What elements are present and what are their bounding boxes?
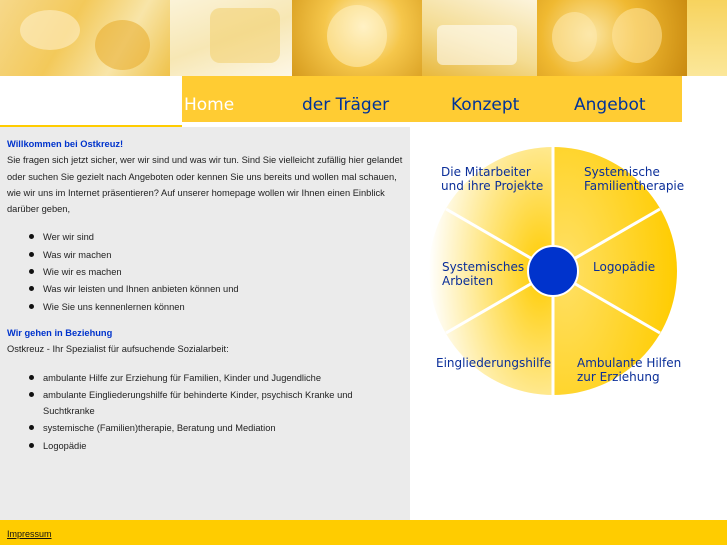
segment-ambulant[interactable]	[577, 356, 689, 384]
impressum-link[interactable]: Impressum	[7, 529, 52, 539]
segment-eingliederung-label: Eingliederungshilfe	[436, 356, 552, 370]
main-content	[0, 127, 410, 520]
list-item: ambulante Hilfe zur Erziehung für Familien, Kinder und Jugendliche	[29, 370, 403, 386]
header-photo-1	[0, 0, 170, 76]
header-photo-4	[422, 0, 537, 76]
header-photo-5	[537, 0, 687, 76]
list-item: Logopädie	[29, 438, 403, 454]
services-diagram	[418, 140, 708, 405]
list-item: ambulante Eingliederungshilfe für behinderte Kinder, psychisch Kranke und Suchtkranke	[29, 387, 403, 420]
segment-arbeiten[interactable]	[442, 260, 532, 288]
list-item: Wie Sie uns kennenlernen können	[29, 299, 403, 315]
list-item: Wer wir sind	[29, 229, 403, 245]
list-item: Was wir machen	[29, 247, 403, 263]
header-photo-collage	[0, 0, 727, 76]
beziehung-list	[29, 370, 403, 454]
nav-konzept[interactable]: Konzept	[451, 95, 520, 115]
segment-ambulant-label: Ambulante Hilfen zur Erziehung	[577, 356, 682, 384]
wheel-center	[528, 246, 578, 296]
list-item: Was wir leisten und Ihnen anbieten können und	[29, 281, 403, 297]
segment-logopaedie[interactable]	[593, 260, 693, 274]
header-photo-2	[170, 0, 292, 76]
nav-angebot[interactable]: Angebot	[574, 95, 646, 115]
segment-arbeiten-label: Systemisches Arbeiten	[442, 260, 525, 288]
intro-heading: Willkommen bei Ostkreuz!	[7, 139, 124, 149]
beziehung-heading: Wir gehen in Beziehung	[7, 327, 113, 338]
segment-logopaedie-label: Logopädie	[593, 260, 656, 274]
nav-home[interactable]: Home	[184, 95, 235, 115]
segment-familientherapie[interactable]	[584, 165, 694, 193]
header-photo-6	[687, 0, 727, 76]
list-item: Wie wir es machen	[29, 264, 403, 280]
segment-mitarbeiter[interactable]	[441, 165, 551, 193]
segment-familientherapie-label: Systemische Familientherapie	[584, 165, 685, 193]
beziehung-text: Ostkreuz - Ihr Spezialist für aufsuchende Sozialarbeit:	[7, 344, 229, 355]
footer-bar	[0, 520, 727, 545]
intro-list	[29, 229, 403, 314]
header-photo-3	[292, 0, 422, 76]
nav-band-gap	[682, 76, 727, 122]
segment-eingliederung[interactable]	[436, 356, 561, 370]
nav-traeger[interactable]: der Träger	[302, 95, 390, 115]
intro-text: Sie fragen sich jetzt sicher, wer wir sind und was wir tun. Sind Sie vielleicht zufällig hier gelandet oder suchen Sie gezielt nach Angeboten oder kennen Sie uns bereits und wollen mal schauen, wie wir uns im Internet präsentieren? Auf unserer homepage wollen wir Ihnen einen Einblick darüber geben,	[7, 155, 403, 215]
segment-mitarbeiter-label: Die Mitarbeiter und ihre Projekte	[441, 165, 544, 193]
list-item: systemische (Familien)therapie, Beratung und Mediation	[29, 420, 403, 436]
